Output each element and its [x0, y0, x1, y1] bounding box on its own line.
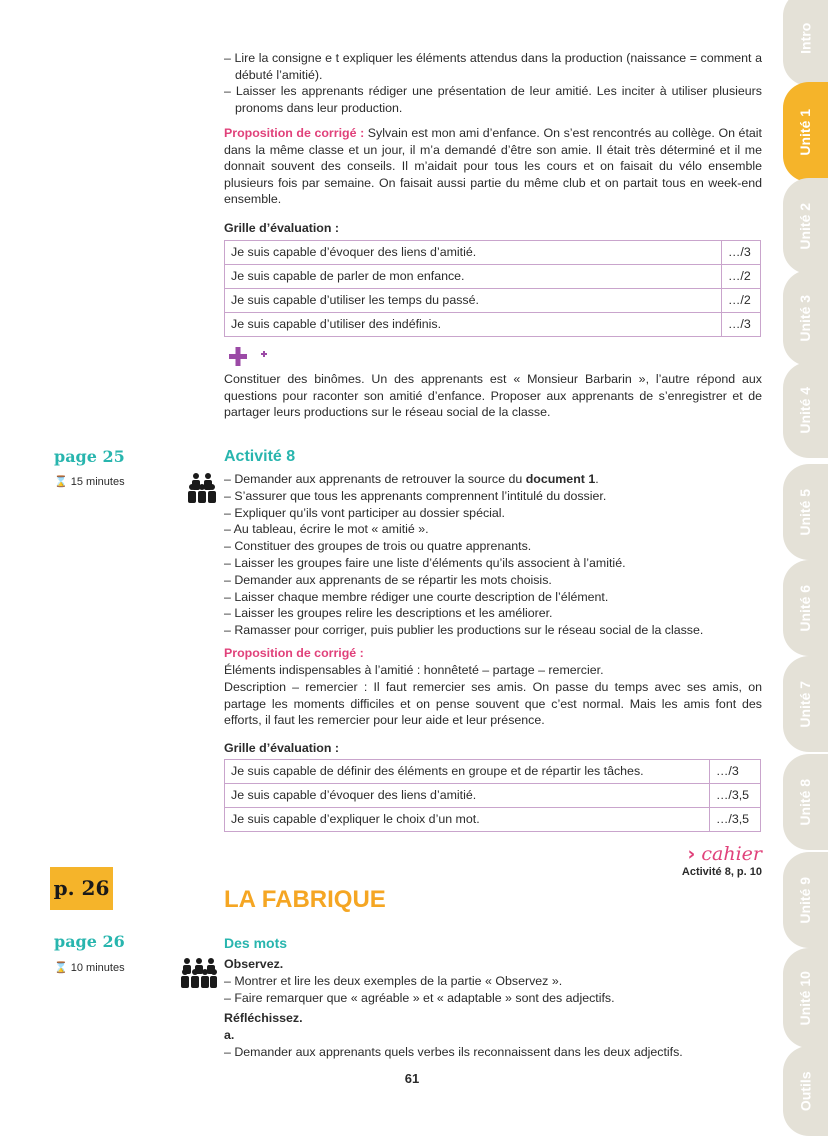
group-icon: [188, 472, 216, 509]
corrige-line: Éléments indispensables à l’amitié : honnêteté – partage – remercier.: [224, 663, 604, 677]
list-item: – Laisser les groupes faire une liste d’éléments qu’ils associent à l’amitié.: [224, 555, 626, 570]
grid-score: …/2: [722, 265, 761, 289]
tab-unite-4[interactable]: [783, 362, 828, 458]
document-ref: document 1: [525, 472, 596, 486]
grid-criterion: Je suis capable d’utiliser des indéfinis.: [225, 313, 722, 337]
grid-score: …/3,5: [710, 808, 761, 832]
tab-unite-8[interactable]: [783, 754, 828, 850]
tab-unite-6[interactable]: [783, 560, 828, 656]
tab-label: Unité 7: [797, 680, 814, 728]
list-item: – Demander aux apprenants de se répartir les mots choisis.: [224, 572, 552, 587]
corrige-label: Proposition de corrigé :: [224, 126, 365, 140]
list-item: – Laisser chaque membre rédiger une courte description de l’élément.: [224, 589, 609, 604]
list-item-text: – Demander aux apprenants de retrouver la source du: [224, 472, 526, 486]
tab-unite-7[interactable]: [783, 656, 828, 752]
list-item: – Expliquer qu’ils vont participer au dossier spécial.: [224, 505, 505, 520]
list-item: – Constituer des groupes de trois ou quatre apprenants.: [224, 539, 532, 554]
tab-label: Unité 1: [797, 108, 814, 156]
tab-label: Unité 5: [797, 488, 814, 536]
timer: [54, 960, 125, 977]
tab-label: Unité 10: [797, 970, 814, 1026]
table-row: [225, 760, 761, 784]
tab-label: Intro: [797, 22, 814, 54]
table-row: [225, 265, 761, 289]
corrige-paragraph: [224, 125, 762, 208]
grid-criterion: Je suis capable d’expliquer le choix d’un mot.: [225, 808, 710, 832]
list-item: – Lire la consigne e t expliquer les éléments attendus dans la production (naissance = comment a débuté l’amitié).: [224, 51, 762, 82]
tab-label: Unité 2: [797, 202, 814, 250]
observez-heading: Observez.: [224, 957, 284, 971]
activity-title: Activité 8: [224, 448, 296, 465]
hourglass-icon: ⌛: [54, 476, 68, 488]
observez-list: [224, 973, 762, 1006]
tab-label: Unité 9: [797, 876, 814, 924]
grid-criterion: Je suis capable de parler de mon enfance.: [225, 265, 722, 289]
timer-label: 10 minutes: [70, 962, 125, 974]
intro-list: [224, 50, 762, 116]
tab-label: Unité 3: [797, 294, 814, 342]
plus-icon: [229, 347, 269, 372]
cahier-reference: [640, 843, 762, 879]
activity-list: [224, 471, 762, 639]
evaluation-grid: [224, 240, 761, 337]
hourglass-icon: ⌛: [54, 962, 68, 974]
grid-criterion: Je suis capable d’utiliser les temps du passé.: [225, 289, 722, 313]
list-item: – Laisser les apprenants rédiger une présentation de leur amitié. Les inciter à utiliser plusieurs pronoms dans leur production.: [224, 84, 762, 115]
list-item: – Demander aux apprenants quels verbes ils reconnaissent dans les deux adjectifs.: [224, 1045, 683, 1059]
page-reference: page 25: [54, 447, 125, 466]
tab-unite-5[interactable]: [783, 464, 828, 560]
list-item: – Au tableau, écrire le mot « amitié ».: [224, 522, 429, 537]
corrige-description: Description – remercier : Il faut remercier ses amis. On passe du temps avec ses amis, on partage les moments difficiles et on pense souvent que c’est normal. Mais les amis font des efforts, il faut les remercier pour leur aide et leur présence.: [224, 680, 762, 728]
tab-intro[interactable]: [783, 0, 828, 86]
page-badge: p. 26: [50, 867, 113, 910]
list-item: [224, 471, 762, 488]
table-row: [225, 784, 761, 808]
grid-criterion: Je suis capable d’évoquer des liens d’amitié.: [225, 241, 722, 265]
tab-unite-2[interactable]: [783, 178, 828, 274]
grid-score: …/3: [710, 760, 761, 784]
grille-title: Grille d’évaluation :: [224, 221, 339, 235]
grille-title: Grille d’évaluation :: [224, 741, 339, 755]
timer: [54, 474, 125, 491]
corrige-text: Sylvain est mon ami d’enfance. On s’est rencontrés au collège. On était dans la même classe et un jour, il m’a demandé d’être son amie. Il était très déterminé et il me donnait souvent des conseils. Il m’aidait pour tous les cours et on faisait du vélo ensemble plusieurs fois par semaine. On faisait aussi partie du même club et on partait tous en week-end ensemble.: [224, 126, 762, 207]
cahier-ref: Activité 8, p. 10: [681, 866, 762, 878]
tab-unite-1[interactable]: [783, 82, 828, 182]
item-label: a.: [224, 1028, 235, 1042]
table-row: [225, 313, 761, 337]
table-row: [225, 241, 761, 265]
list-item: – Laisser les groupes relire les descriptions et les améliorer.: [224, 606, 553, 621]
corrige-label: Proposition de corrigé :: [224, 646, 364, 660]
page-reference: page 26: [54, 932, 125, 951]
grid-score: …/3: [722, 241, 761, 265]
reflechissez-heading: Réfléchissez.: [224, 1011, 303, 1025]
list-item: – Faire remarquer que « agréable » et « adaptable » sont des adjectifs.: [224, 990, 615, 1005]
list-item: – Montrer et lire les deux exemples de la partie « Observez ».: [224, 974, 563, 988]
section-title: LA FABRIQUE: [224, 886, 386, 913]
tab-unite-9[interactable]: [783, 852, 828, 948]
tab-unite-3[interactable]: [783, 270, 828, 366]
tab-label: Unité 8: [797, 778, 814, 826]
subsection-title: Des mots: [224, 935, 288, 951]
plus-paragraph: Constituer des binômes. Un des apprenants est « Monsieur Barbarin », l’autre répond aux questions pour raconter son amitié d’enfance. Proposer aux apprenants de s’enregistrer et de partager leurs productions sur le réseau social de la classe.: [224, 372, 762, 420]
list-item-text: .: [595, 472, 599, 486]
grid-criterion: Je suis capable de définir des éléments en groupe et de répartir les tâches.: [225, 760, 710, 784]
grid-score: …/3,5: [710, 784, 761, 808]
tab-unite-10[interactable]: [783, 948, 828, 1048]
tab-label: Outils: [797, 1071, 814, 1111]
grid-score: …/3: [722, 313, 761, 337]
grid-criterion: Je suis capable d’évoquer des liens d’amitié.: [225, 784, 710, 808]
evaluation-grid: [224, 759, 761, 832]
unit-tabs: [783, 0, 828, 1123]
table-row: [225, 808, 761, 832]
list-item: – S’assurer que tous les apprenants comprennent l’intitulé du dossier.: [224, 488, 607, 503]
list-item: – Ramasser pour corriger, puis publier les productions sur le réseau social de la classe.: [224, 623, 704, 638]
tab-label: Unité 4: [797, 386, 814, 434]
page-number: 61: [404, 1071, 420, 1086]
grid-score: …/2: [722, 289, 761, 313]
group-icon: [181, 957, 217, 994]
table-row: [225, 289, 761, 313]
cahier-label: cahier: [701, 843, 762, 865]
timer-label: 15 minutes: [70, 476, 125, 488]
tab-label: Unité 6: [797, 584, 814, 632]
chevron-right-icon: ›: [687, 843, 696, 865]
